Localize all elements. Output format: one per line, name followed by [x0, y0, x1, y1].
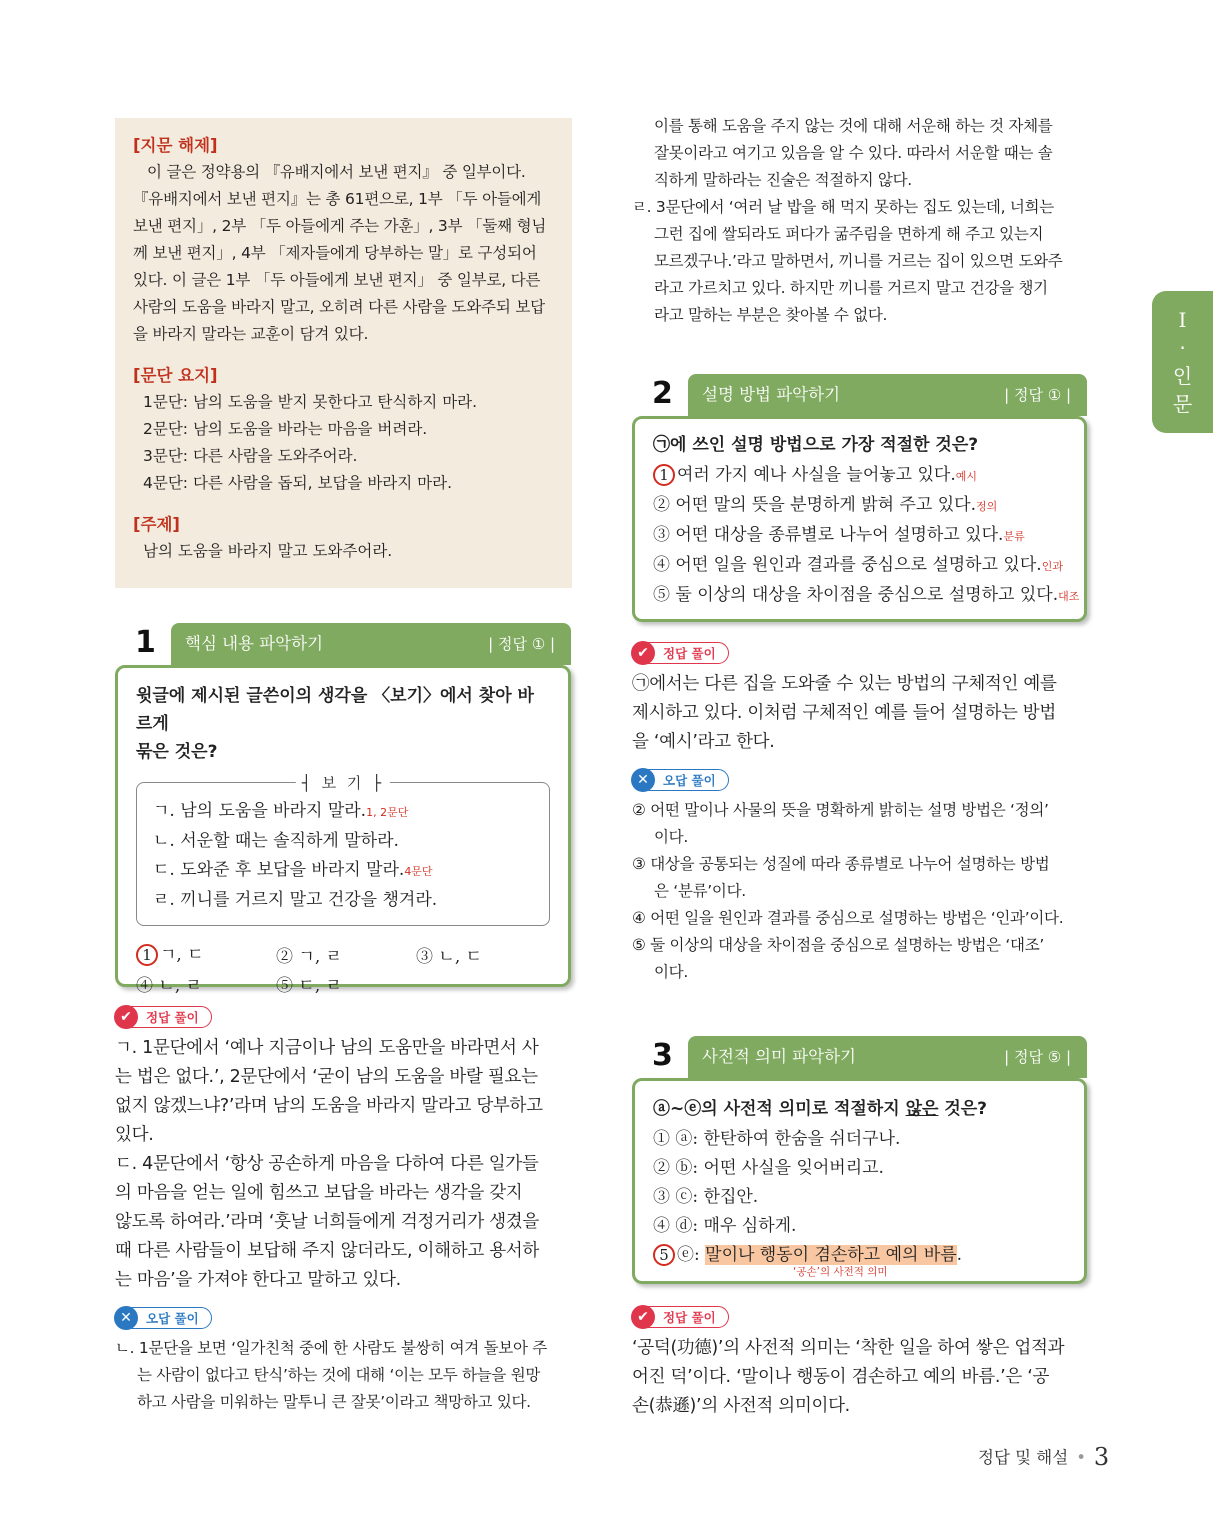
correct-circle-icon: 5	[653, 1244, 675, 1266]
question-2-title-bar	[688, 374, 1087, 416]
question-2-answer: | 정답 ① |	[1004, 386, 1071, 404]
meaning-note: ‘공손’의 사전적 의미	[793, 1266, 888, 1278]
bogi-item-3: ㄷ. 도와준 후 보답을 바라지 말라.4문단	[153, 860, 433, 880]
chapter-dot: ·	[1179, 336, 1186, 360]
question-3-stem: ⓐ∼ⓔ의 사전적 의미로 적절하지 않은 것은?	[653, 1099, 988, 1119]
question-1-answer: | 정답 ① |	[488, 635, 555, 653]
question-3-header	[632, 1036, 1087, 1078]
q2-option-5[interactable]: ⑤ 둘 이상의 대상을 차이점을 중심으로 설명하고 있다.대조	[653, 585, 1080, 605]
question-3-title: 사전적 의미 파악하기	[702, 1047, 856, 1066]
chapter-char-2: 문	[1172, 392, 1193, 416]
q3-option-2[interactable]: ② ⓑ: 어떤 사실을 잊어버리고.	[653, 1158, 884, 1178]
question-2-explanation	[632, 642, 1092, 986]
q2-option-4[interactable]: ④ 어떤 일을 원인과 결과를 중심으로 설명하고 있다.인과	[653, 555, 1063, 575]
check-icon: ✔	[631, 1305, 655, 1329]
q3-option-3[interactable]: ③ ⓒ: 한집안.	[653, 1187, 759, 1207]
question-3-box	[632, 1078, 1087, 1284]
chapter-side-tab	[1152, 291, 1213, 433]
summary-line-2: 2문단: 남의 도움을 바라는 마음을 버려라.	[143, 420, 428, 438]
bogi-item-2: ㄴ. 서운할 때는 솔직하게 말하라.	[153, 831, 399, 851]
page-number: 3	[1093, 1443, 1110, 1471]
question-3-title-bar	[688, 1036, 1087, 1078]
question-2-header	[632, 374, 1087, 416]
paragraph-summary-heading: [문단 요지]	[133, 366, 218, 385]
theme-heading: [주제]	[133, 515, 180, 534]
q1-wrong-explanation-continued: 이를 통해 도움을 주지 않는 것에 대해 서운해 하는 것 자체를 잘못이라고 여기고 있음을 알 수 있다. 따라서 서운할 때는 솔 직하게 말하라는 진술은 적절하지 않다. ㄹ. 3문단에서 ‘여러 날 밥을 해 먹지 못하는 집도 있는데, 너희는 그런 집에 쌀되라도 퍼다가 굶주림을 면하게 해 주고 있는지 모르겠구나.’라고 말하면서, 끼니를 거르는 집이 있으면 도와주 라고 가르치고 있다. 하지만 끼니를 거르지 말고 건강을 챙기 라고 말하는 부분은 찾아볼 수 없다.	[632, 117, 1063, 324]
correct-explanation-badge: ✔ 정답 풀이	[115, 1006, 212, 1028]
q2-option-3[interactable]: ③ 어떤 대상을 종류별로 나누어 설명하고 있다.분류	[653, 525, 1025, 545]
q2-wrong-explanation-text: ② 어떤 말이나 사물의 뜻을 명확하게 밝히는 설명 방법은 ‘정의’ 이다. ③ 대상을 공통되는 성질에 따라 종류별로 나누어 설명하는 방법 은 ‘분류’이다. ④ 어떤 일을 원인과 결과를 중심으로 설명하는 방법은 ‘인과’이다. ⑤ 둘 이상의 대상을 차이점을 중심으로 설명하는 방법은 ‘대조’ 이다.	[632, 801, 1064, 981]
question-3	[632, 1036, 1087, 1284]
q3-option-5[interactable]: 5 ⓔ: 말이나 행동이 겸손하고 예의 바름. ‘공손’의 사전적 의미	[653, 1241, 1066, 1270]
q1-correct-explanation-text: ㄱ. 1문단에서 ‘예나 지금이나 남의 도움만을 바라면서 사 는 법은 없다.’, 2문단에서 ‘굳이 남의 도움을 바랄 필요는 없지 않겠느냐?’라며 남의 도움을 바라지 말라고 당부하고 있다. ㄷ. 4문단에서 ‘항상 공손하게 마음을 다하여 다른 일가들 의 마음을 얻는 일에 힘쓰고 보답을 바라는 생각을 갖지 않도록 하여라.’라며 ‘훗날 너희들에게 걱정거리가 생겼을 때 다른 사람들이 보답해 주지 않더라도, 이해하고 용서하 는 마음’을 가져야 한다고 말하고 있다.	[115, 1038, 543, 1290]
question-3-answer: | 정답 ⑤ |	[1004, 1048, 1071, 1066]
summary-line-3: 3문단: 다른 사람을 도와주어라.	[143, 447, 358, 465]
q3-option-1[interactable]: ① ⓐ: 한탄하여 한숨을 쉬더구나.	[653, 1129, 901, 1149]
q3-option-4[interactable]: ④ ⓓ: 매우 심하게.	[653, 1216, 797, 1236]
page-footer	[978, 1443, 1109, 1471]
question-2-options	[653, 461, 1080, 611]
q1-option-4[interactable]: ④ ㄴ, ㄹ	[136, 976, 203, 996]
correct-explanation-badge: ✔ 정답 풀이	[632, 1306, 729, 1328]
question-2-number: 2	[652, 376, 673, 411]
highlighted-meaning: 말이나 행동이 겸손하고 예의 바름	[705, 1245, 957, 1265]
x-icon: ✕	[631, 768, 655, 792]
question-3-options	[653, 1125, 1066, 1278]
question-1-box	[115, 665, 571, 996]
chapter-char-1: 인	[1172, 364, 1193, 388]
check-icon: ✔	[631, 641, 655, 665]
question-1-explanation	[115, 1006, 575, 1416]
correct-circle-icon: 1	[136, 944, 158, 966]
question-1-number: 1	[135, 625, 156, 660]
q2-correct-explanation-text: ㉠에서는 다른 집을 도와줄 수 있는 방법의 구체적인 예를 제시하고 있다. 이처럼 구체적인 예를 들어 설명하는 방법 을 ‘예시’라고 한다.	[632, 674, 1057, 752]
q1-option-5[interactable]: ⑤ ㄷ, ㄹ	[276, 976, 343, 996]
footer-label: 정답 및 해설	[978, 1448, 1069, 1467]
question-2	[632, 374, 1087, 622]
correct-circle-icon: 1	[653, 464, 675, 486]
question-1-title: 핵심 내용 파악하기	[185, 634, 324, 653]
question-1-options	[136, 940, 550, 1000]
q1-option-2[interactable]: ② ㄱ, ㄹ	[276, 947, 343, 967]
q1-wrong-explanation-text: ㄴ. 1문단을 보면 ‘일가친척 중에 한 사람도 불쌍히 여겨 돌보아 주 는 사람이 없다고 탄식’하는 것에 대해 ‘이는 모두 하늘을 원망 하고 사람을 미워하는 말투니 큰 잘못’이라고 책망하고 있다.	[115, 1339, 547, 1411]
question-3-explanation	[632, 1306, 1092, 1421]
passage-analysis-heading: [지문 해제]	[133, 136, 218, 155]
summary-line-4: 4문단: 다른 사람을 돕되, 보답을 바라지 마라.	[143, 474, 453, 492]
question-2-stem: ㉠에 쓰인 설명 방법으로 가장 적절한 것은?	[653, 435, 979, 455]
question-1-title-bar	[171, 623, 571, 665]
passage-analysis-text: 이 글은 정약용의 『유배지에서 보낸 편지』 중 일부이다. 『유배지에서 보낸 편지』는 총 61편으로, 1부 「두 아들에게 보낸 편지」, 2부 「두 아들에게 주는 가훈」, 3부 「둘째 형님께 보낸 편지」, 4부 「제자들에게 당부하는 말」로 구성되어 있다. 이 글은 1부 「두 아들에게 보낸 편지」 중 일부로, 다른 사람의 도움을 바라지 말고, 오히려 다른 사람을 도와주되 보답을 바라지 말라는 교훈이 담겨 있다.	[133, 163, 547, 343]
x-icon: ✕	[114, 1306, 138, 1330]
question-2-title: 설명 방법 파악하기	[702, 385, 841, 404]
question-1-stem-line2: 묶은 것은?	[136, 742, 218, 762]
q2-option-2[interactable]: ② 어떤 말의 뜻을 분명하게 밝혀 주고 있다.정의	[653, 495, 998, 515]
q1-option-3[interactable]: ③ ㄴ, ㄷ	[416, 947, 483, 967]
q2-option-1[interactable]: 1 여러 가지 예나 사실을 늘어놓고 있다.예시	[653, 461, 1066, 491]
bogi-box	[136, 774, 550, 926]
question-3-number: 3	[652, 1038, 673, 1073]
theme-text: 남의 도움을 바라지 말고 도와주어라.	[143, 542, 393, 560]
question-2-box	[632, 416, 1087, 622]
wrong-explanation-badge: ✕ 오답 풀이	[115, 1307, 212, 1329]
question-1	[115, 623, 571, 996]
wrong-explanation-badge: ✕ 오답 풀이	[632, 769, 729, 791]
question-1-stem-line1: 윗글에 제시된 글쓴이의 생각을 〈보기〉에서 찾아 바르게	[136, 686, 534, 734]
bogi-item-4: ㄹ. 끼니를 거르지 말고 건강을 챙겨라.	[153, 890, 438, 910]
summary-line-1: 1문단: 남의 도움을 받지 못한다고 탄식하지 마라.	[143, 393, 478, 411]
chapter-roman: I	[1178, 308, 1187, 332]
check-icon: ✔	[114, 1005, 138, 1029]
intro-box	[115, 118, 572, 588]
footer-dot: •	[1076, 1448, 1086, 1467]
correct-explanation-badge: ✔ 정답 풀이	[632, 642, 729, 664]
bogi-title: ┤ 보 기 ├	[296, 772, 390, 793]
question-1-header	[115, 623, 571, 665]
bogi-item-1: ㄱ. 남의 도움을 바라지 말라.1, 2문단	[153, 801, 409, 821]
q1-option-1[interactable]: 1 ㄱ, ㄷ	[136, 940, 204, 966]
q3-correct-explanation-text: ‘공덕(功德)’의 사전적 의미는 ‘착한 일을 하여 쌓은 업적과 어진 덕’이다. ‘말이나 행동이 겸손하고 예의 바름.’은 ‘공 손(恭遜)’의 사전적 의미이다.	[632, 1338, 1065, 1416]
